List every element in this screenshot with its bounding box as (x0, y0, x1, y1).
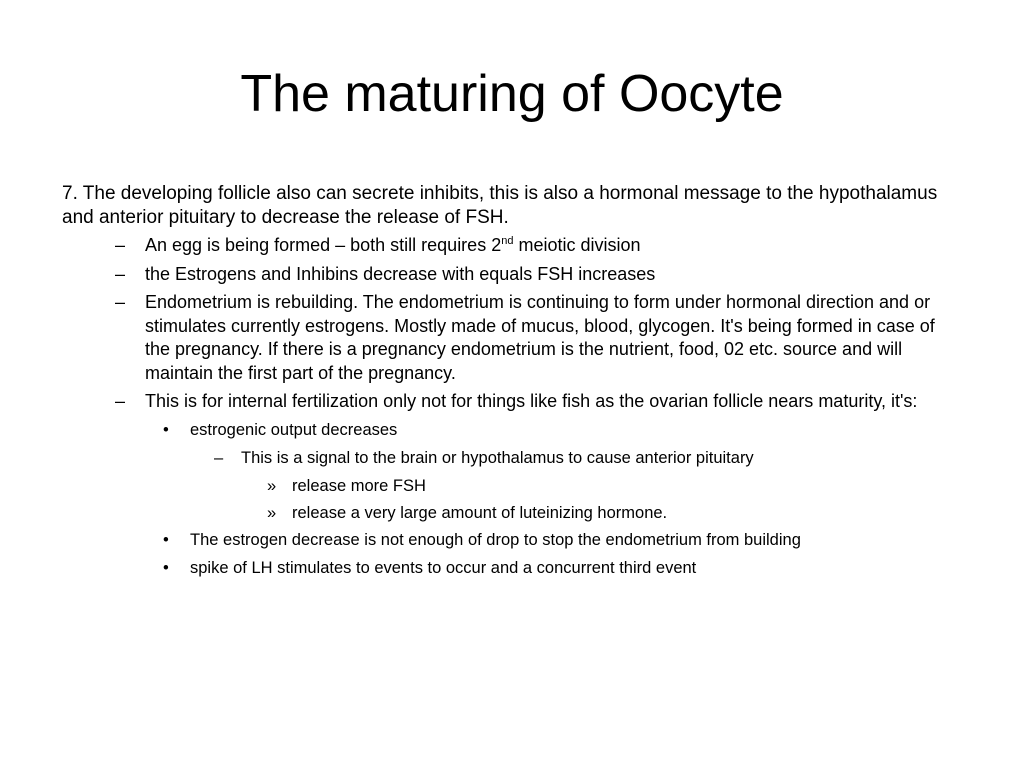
level2-list (62, 419, 962, 579)
slide-body (62, 182, 962, 585)
estrogenic-text: estrogenic output decreases (190, 420, 398, 439)
list-item-estrogenic (62, 419, 962, 441)
internal-text: This is for internal fertilization only not for things like fish as the ovarian follicle nears maturity, it's: (145, 391, 918, 411)
bullet-marker: • (163, 530, 169, 549)
dash-marker: – (115, 391, 126, 411)
endometrium-text: Endometrium is rebuilding. The endometrium is continuing to form under hormonal direction and or stimulates currently estrogens. Mostly made of mucus, blood, glycogen. It's being formed in case of the pregnancy. If there is a pregnancy endometrium is the nutrient, food, 02 etc. source and will maintain the first part of the pregnancy. (145, 292, 935, 383)
slide-title: The maturing of Oocyte (240, 65, 784, 123)
list-item-endometrium (62, 291, 962, 385)
dash-marker: – (115, 235, 126, 255)
egg-superscript: nd (501, 235, 514, 247)
bullet-marker: • (163, 558, 169, 577)
chevron-marker: » (267, 503, 277, 522)
list-item-spike (62, 557, 962, 579)
estrogens-text: the Estrogens and Inhibins decrease with equals FSH increases (145, 263, 656, 284)
estrogen-decrease-text: The estrogen decrease is not enough of drop to stop the endometrium from building (190, 530, 801, 549)
list-item-estrogens (62, 263, 962, 287)
level1-list (62, 234, 962, 414)
dash-marker: – (214, 448, 224, 467)
list-item-egg (62, 234, 962, 258)
list-item-estrogen-decrease (62, 529, 962, 551)
list-item-signal (62, 447, 962, 469)
release-lh-text: release a very large amount of luteinizing hormone. (292, 503, 668, 522)
signal-text: This is a signal to the brain or hypothalamus to cause anterior pituitary (241, 448, 754, 467)
release-fsh-text: release more FSH (292, 476, 426, 495)
list-item-internal (62, 390, 962, 414)
dash-marker: – (115, 292, 126, 312)
dash-marker: – (115, 263, 126, 284)
list-item-release-fsh (62, 475, 962, 497)
spike-text: spike of LH stimulates to events to occur and a concurrent third event (190, 558, 697, 577)
bullet-marker: • (163, 420, 169, 439)
intro-paragraph: 7. The developing follicle also can secrete inhibits, this is also a hormonal message to the hypothalamus and anterior pituitary to decrease the release of FSH. (62, 183, 938, 228)
chevron-marker: » (267, 476, 277, 495)
egg-text: An egg is being formed – both still requires 2 (145, 235, 502, 255)
list-item-release-lh (62, 502, 962, 524)
egg-text-rest: meiotic division (513, 235, 641, 255)
